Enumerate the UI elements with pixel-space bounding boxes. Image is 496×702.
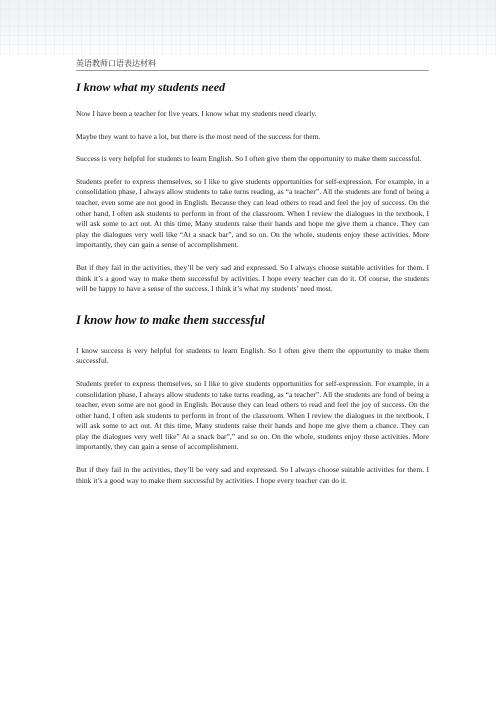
paragraph: Now I have been a teacher for five years. I know what my students need clearly. — [76, 109, 317, 118]
paragraph: Students prefer to express themselves, so I like to give students opportunities for self-expression. For example, in a consolidation phase, I always allow students to take turns reading, as “a teacher”. All the students are fond of being a teacher, even some are not good in English. Because they can lead others to read and feel the joy of success. On the other hand, I often ask students to perform in front of the classroom. When I review the dialogues in the textbook, I will ask some to act out. At this time, Many students raise their hands and hope me give them a chance. They can play the dialogues very well like” At a snack bar”,” and so on. On the whole, students enjoy these activities. More importantly, they can gain a sense of accomplishment. — [76, 378, 429, 452]
paragraph: Students prefer to express themselves, so I like to give students opportunities for self-expression. For example, in a consolidation phase, I always allow students to take turns reading, as “a teacher”. All the students are fond of being a teacher, even some are not good in English. Because they can lead others to read and feel the joy of success. On the other hand, I often ask students to perform in front of the classroom. When I review the dialogues in the textbook, I will ask some to act out. At this time, Many students raise their hands and hope me give them a chance. They can play the dialogues very well like “At a snack bar”, and so on. On the whole, students enjoy these activities. More importantly, they can gain a sense of accomplishment. — [76, 176, 429, 250]
header-background — [0, 0, 496, 56]
paragraph: But if they fail in the activities, they’ll be very sad and expressed. So I always choose suitable activities for them. I think it’s a good way to make them successful by activities. I hope every teacher can do it. — [76, 465, 429, 485]
paragraph: Success is very helpful for students to learn English. So I often give them the opportunity to make them successful. — [76, 154, 422, 164]
document-body — [76, 80, 429, 486]
section-heading-1: I know what my students need — [76, 80, 226, 94]
header-title: 英语教师口语表达材料 — [76, 59, 156, 68]
header-divider — [76, 70, 429, 71]
paragraph: I know success is very helpful for students to learn English. So I often give them the opportunity to make them successful. — [76, 345, 429, 366]
section-heading-2: I know how to make them successful — [76, 312, 265, 327]
paragraph: Maybe they want to have a lot, but there is the most need of the success for them. — [76, 131, 321, 141]
paragraph: But if they fail in the activities, they’ll be very sad and expressed. So I always choose suitable activities for them. I think it’s a good way to make them successful by activities. I hope every teacher can do it. Of course, the students will be happy to have a sense of the success. I think it’s what my students’ need most. — [76, 262, 429, 294]
